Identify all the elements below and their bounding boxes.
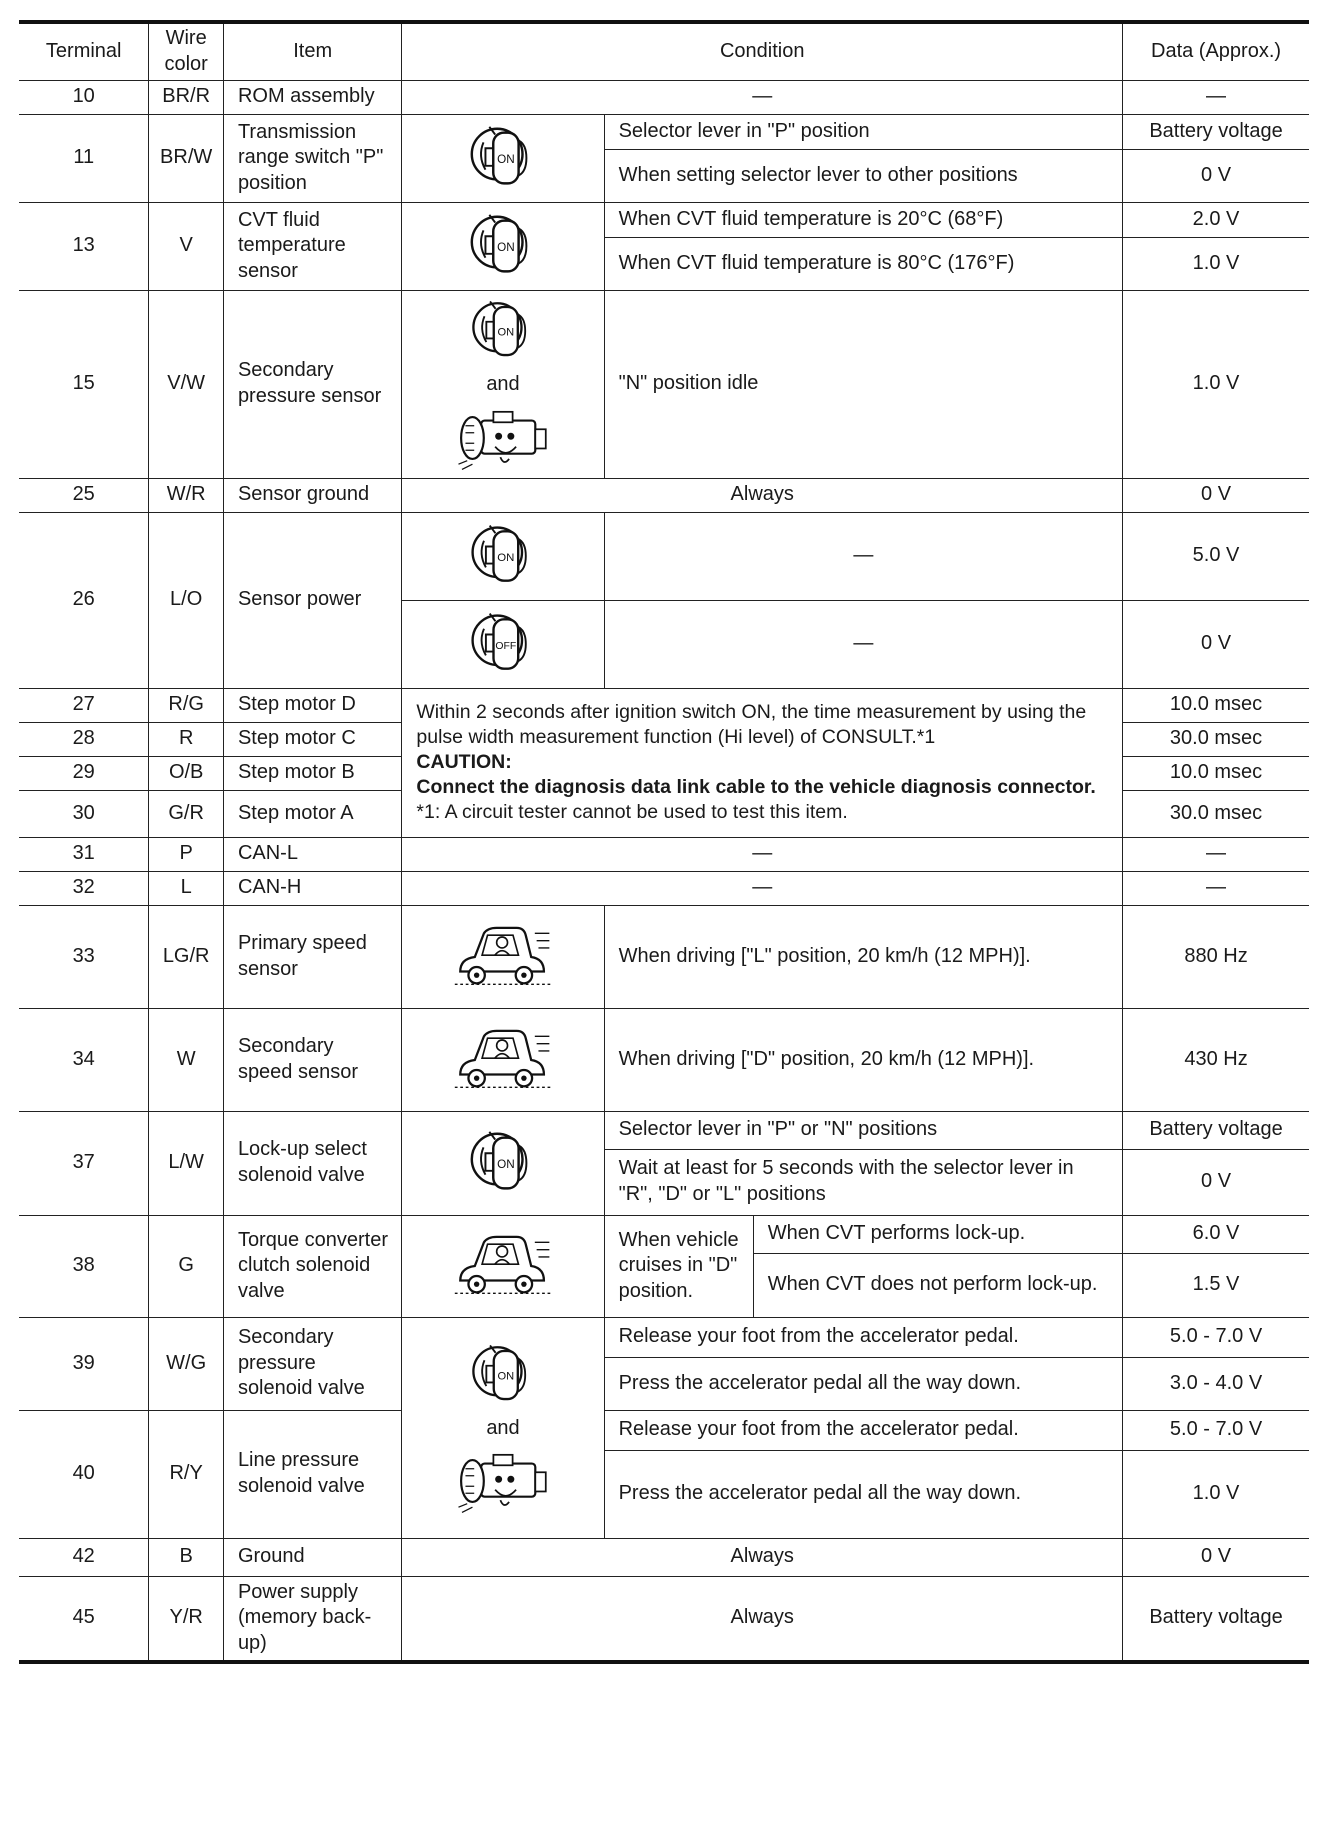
data-cell: 5.0 - 7.0 V <box>1123 1317 1309 1357</box>
key-and-engine-icons <box>402 290 604 478</box>
terminal-cell: 13 <box>19 202 149 290</box>
wire-color-cell: B <box>149 1538 224 1576</box>
terminal-cell: 28 <box>19 722 149 756</box>
terminal-cell: 32 <box>19 871 149 905</box>
terminal-cell: 40 <box>19 1410 149 1538</box>
wire-color-cell: W/G <box>149 1317 224 1410</box>
item-cell: Step motor C <box>223 722 401 756</box>
item-cell: Secondary pressure sensor <box>223 290 401 478</box>
table-row <box>19 1538 1309 1576</box>
data-cell: 1.0 V <box>1123 237 1309 290</box>
data-cell: 5.0 - 7.0 V <box>1123 1410 1309 1450</box>
header-wire-color: Wire color <box>149 22 224 80</box>
condition-cell: When driving ["D" position, 20 km/h (12 MPH)]. <box>604 1008 1122 1111</box>
data-cell: 430 Hz <box>1123 1008 1309 1111</box>
condition-cell: Selector lever in "P" or "N" positions <box>604 1111 1122 1149</box>
table-row <box>19 1410 1309 1450</box>
table-row <box>19 512 1309 600</box>
table-header-row <box>19 22 1309 80</box>
wire-color-cell: L/O <box>149 512 224 688</box>
wire-color-cell: P <box>149 837 224 871</box>
wire-color-cell: W <box>149 1008 224 1111</box>
item-cell: Sensor ground <box>223 478 401 512</box>
data-cell: 0 V <box>1123 478 1309 512</box>
data-cell: 2.0 V <box>1123 202 1309 237</box>
condition-cell: Always <box>402 1576 1123 1662</box>
note-text: Within 2 seconds after ignition switch ON, the time measurement by using the pulse width measurement function (Hi level) of CONSULT.*1 <box>416 701 1087 749</box>
item-cell: Torque converter clutch solenoid valve <box>223 1215 401 1317</box>
wire-color-cell: Y/R <box>149 1576 224 1662</box>
ignition-key-on-icon <box>402 1111 604 1215</box>
terminal-cell: 29 <box>19 756 149 790</box>
ignition-key-on-icon <box>402 114 604 202</box>
wire-color-cell: R <box>149 722 224 756</box>
condition-cell: When CVT fluid temperature is 80°C (176°F) <box>604 237 1122 290</box>
condition-cell: When CVT performs lock-up. <box>753 1215 1122 1253</box>
data-cell: 10.0 msec <box>1123 756 1309 790</box>
item-cell: Line pressure solenoid valve <box>223 1410 401 1538</box>
data-cell: 30.0 msec <box>1123 722 1309 756</box>
data-cell: — <box>1123 837 1309 871</box>
terminal-cell: 39 <box>19 1317 149 1410</box>
step-motor-condition-note <box>402 688 1123 837</box>
engine-running-icon <box>455 1445 551 1517</box>
caution-text: Connect the diagnosis data link cable to the vehicle diagnosis connector. <box>416 775 1096 798</box>
wire-color-cell: G/R <box>149 790 224 837</box>
wire-color-cell: O/B <box>149 756 224 790</box>
item-cell: CAN-H <box>223 871 401 905</box>
table-row <box>19 1215 1309 1253</box>
table-row <box>19 871 1309 905</box>
condition-cell: — <box>604 600 1122 688</box>
condition-cell: When driving ["L" position, 20 km/h (12 MPH)]. <box>604 905 1122 1008</box>
terminal-cell: 37 <box>19 1111 149 1215</box>
wire-color-cell: L/W <box>149 1111 224 1215</box>
data-cell: 3.0 - 4.0 V <box>1123 1357 1309 1410</box>
data-cell: 30.0 msec <box>1123 790 1309 837</box>
table-row <box>19 905 1309 1008</box>
ignition-key-on-icon <box>402 512 604 600</box>
data-cell: 1.0 V <box>1123 290 1309 478</box>
condition-cell: — <box>402 80 1123 114</box>
header-condition: Condition <box>402 22 1123 80</box>
condition-cell: Press the accelerator pedal all the way down. <box>604 1357 1122 1410</box>
terminal-cell: 11 <box>19 114 149 202</box>
condition-cell: Release your foot from the accelerator pedal. <box>604 1317 1122 1357</box>
item-cell: Transmission range switch "P" position <box>223 114 401 202</box>
terminal-table <box>19 20 1309 1664</box>
table-row <box>19 1576 1309 1662</box>
wire-color-cell: R/G <box>149 688 224 722</box>
wire-color-cell: R/Y <box>149 1410 224 1538</box>
wire-color-cell: LG/R <box>149 905 224 1008</box>
data-cell: 1.0 V <box>1123 1450 1309 1538</box>
condition-cell: — <box>402 871 1123 905</box>
table-row <box>19 114 1309 149</box>
data-cell: 0 V <box>1123 1538 1309 1576</box>
item-cell: CVT fluid temperature sensor <box>223 202 401 290</box>
data-cell: Battery voltage <box>1123 114 1309 149</box>
item-cell: Primary speed sensor <box>223 905 401 1008</box>
caution-label: CAUTION: <box>416 751 512 774</box>
header-terminal: Terminal <box>19 22 149 80</box>
wire-color-cell: W/R <box>149 478 224 512</box>
table-row <box>19 202 1309 237</box>
item-cell: Step motor B <box>223 756 401 790</box>
condition-cell: Release your foot from the accelerator pedal. <box>604 1410 1122 1450</box>
table-row <box>19 1317 1309 1357</box>
item-cell: ROM assembly <box>223 80 401 114</box>
data-cell: 6.0 V <box>1123 1215 1309 1253</box>
terminal-spec-sheet <box>19 20 1309 1664</box>
table-row <box>19 1111 1309 1149</box>
terminal-cell: 15 <box>19 290 149 478</box>
terminal-cell: 34 <box>19 1008 149 1111</box>
ignition-key-on-icon <box>402 202 604 290</box>
wire-color-cell: BR/W <box>149 114 224 202</box>
data-cell: 1.5 V <box>1123 1253 1309 1317</box>
data-cell: 5.0 V <box>1123 512 1309 600</box>
and-label: and <box>486 373 520 396</box>
data-cell: Battery voltage <box>1123 1576 1309 1662</box>
ignition-key-off-icon <box>402 600 604 688</box>
data-cell: 0 V <box>1123 600 1309 688</box>
table-row <box>19 80 1309 114</box>
condition-cell: When setting selector lever to other positions <box>604 149 1122 202</box>
wire-color-cell: BR/R <box>149 80 224 114</box>
wire-color-cell: V/W <box>149 290 224 478</box>
item-cell: Secondary pressure solenoid valve <box>223 1317 401 1410</box>
item-cell: Lock-up select solenoid valve <box>223 1111 401 1215</box>
engine-running-icon <box>455 402 551 474</box>
condition-cell: Selector lever in "P" position <box>604 114 1122 149</box>
header-data: Data (Approx.) <box>1123 22 1309 80</box>
terminal-cell: 25 <box>19 478 149 512</box>
wire-color-cell: V <box>149 202 224 290</box>
table-row <box>19 478 1309 512</box>
wire-color-cell: L <box>149 871 224 905</box>
driving-car-icon <box>402 1008 604 1111</box>
condition-cell: Press the accelerator pedal all the way down. <box>604 1450 1122 1538</box>
terminal-cell: 45 <box>19 1576 149 1662</box>
ignition-key-on-icon <box>466 294 540 368</box>
item-cell: Step motor D <box>223 688 401 722</box>
footnote: *1: A circuit tester cannot be used to test this item. <box>416 800 848 823</box>
data-cell: 0 V <box>1123 149 1309 202</box>
condition-cell: Wait at least for 5 seconds with the selector lever in "R", "D" or "L" positions <box>604 1149 1122 1215</box>
item-cell: Ground <box>223 1538 401 1576</box>
data-cell: 10.0 msec <box>1123 688 1309 722</box>
data-cell: — <box>1123 871 1309 905</box>
terminal-cell: 10 <box>19 80 149 114</box>
data-cell: 0 V <box>1123 1149 1309 1215</box>
item-cell: Secondary speed sensor <box>223 1008 401 1111</box>
driving-car-icon <box>402 1215 604 1317</box>
terminal-cell: 30 <box>19 790 149 837</box>
driving-car-icon <box>402 905 604 1008</box>
terminal-cell: 42 <box>19 1538 149 1576</box>
table-row <box>19 290 1309 478</box>
terminal-cell: 31 <box>19 837 149 871</box>
table-row <box>19 688 1309 722</box>
item-cell: Sensor power <box>223 512 401 688</box>
terminal-cell: 33 <box>19 905 149 1008</box>
condition-cell: Always <box>402 1538 1123 1576</box>
data-cell: Battery voltage <box>1123 1111 1309 1149</box>
key-and-engine-icons <box>402 1317 604 1538</box>
condition-cell: — <box>604 512 1122 600</box>
condition-cell: "N" position idle <box>604 290 1122 478</box>
and-label: and <box>486 1416 520 1439</box>
condition-cell: — <box>402 837 1123 871</box>
terminal-cell: 38 <box>19 1215 149 1317</box>
condition-cell: Always <box>402 478 1123 512</box>
header-item: Item <box>223 22 401 80</box>
ignition-key-on-icon <box>466 1338 540 1412</box>
wire-color-cell: G <box>149 1215 224 1317</box>
condition-cell: When vehicle cruises in "D" position. <box>604 1215 753 1317</box>
terminal-cell: 26 <box>19 512 149 688</box>
data-cell: 880 Hz <box>1123 905 1309 1008</box>
condition-cell: When CVT does not perform lock-up. <box>753 1253 1122 1317</box>
item-cell: Step motor A <box>223 790 401 837</box>
table-row <box>19 837 1309 871</box>
condition-cell: When CVT fluid temperature is 20°C (68°F) <box>604 202 1122 237</box>
item-cell: CAN-L <box>223 837 401 871</box>
table-row <box>19 1008 1309 1111</box>
item-cell: Power supply (memory back-up) <box>223 1576 401 1662</box>
data-cell: — <box>1123 80 1309 114</box>
terminal-cell: 27 <box>19 688 149 722</box>
